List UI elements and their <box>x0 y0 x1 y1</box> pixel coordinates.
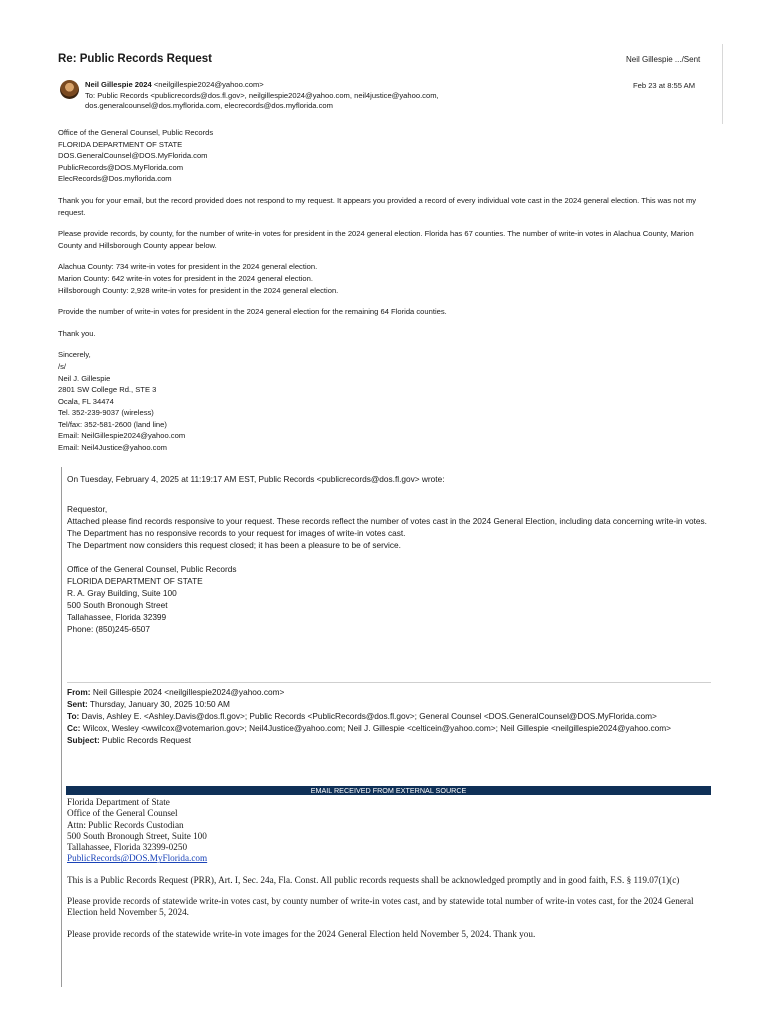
email-subject: Re: Public Records Request <box>58 53 213 65</box>
cc-value: Wilcox, Wesley <wwilcox@votemarion.gov>; Neil4Justice@yahoo.com; Neil J. Gillespie <celticein@yahoo.com>; Neil Gillespie <neilgillespie2024@yahoo.com> <box>82 723 671 733</box>
address-line: Tallahassee, Florida 32399-0250 <box>67 842 188 853</box>
address-line: PublicRecords@DOS.MyFlorida.com <box>58 162 184 172</box>
address-line: Phone: (850)245-6507 <box>67 624 151 634</box>
quote-paragraph: The Department now considers this request closed; it has been a pleasure to be of service. <box>67 540 401 550</box>
quote-address <box>67 563 712 635</box>
quoted-reply <box>67 473 712 647</box>
address-line: R. A. Gray Building, Suite 100 <box>67 588 177 598</box>
address-line: ElecRecords@Dos.myflorida.com <box>58 174 172 184</box>
signature-line: Sincerely, <box>58 350 91 360</box>
to-value: Davis, Ashley E. <Ashley.Davis@dos.fl.gov>; Public Records <PublicRecords@dos.fl.gov>; General Counsel <DOS.GeneralCounsel@DOS.MyFlorida.com> <box>81 711 657 721</box>
address-line: FLORIDA DEPARTMENT OF STATE <box>67 576 203 586</box>
address-line: 500 South Bronough Street, Suite 100 <box>67 830 207 841</box>
signature-line: Tel/fax: 352-581-2600 (land line) <box>58 419 167 429</box>
address-line: 500 South Bronough Street <box>67 600 168 610</box>
recipients-line-2: dos.generalcounsel@dos.myflorida.com, elecrecords@dos.myflorida.com <box>85 101 333 111</box>
sent-label: Sent: <box>67 699 88 709</box>
address-line: Office of the General Counsel, Public Records <box>67 564 237 574</box>
sender-avatar[interactable] <box>60 80 79 99</box>
address-line: DOS.GeneralCounsel@DOS.MyFlorida.com <box>58 151 208 161</box>
quote-body <box>67 503 712 551</box>
subject-label: Subject: <box>67 735 100 745</box>
sent-date: Feb 23 at 8:55 AM <box>633 81 696 90</box>
to-label: To: <box>67 711 80 721</box>
paragraph: Provide the number of write-in votes for president in the 2024 general election for the remaining 64 Florida counties. <box>58 307 447 317</box>
thanks-line: Thank you. <box>58 328 96 338</box>
sent-value: Thursday, January 30, 2025 10:50 AM <box>89 699 230 709</box>
original-message <box>67 797 712 950</box>
county-line: Marion County: 642 write-in votes for president in the 2024 general election. <box>58 273 313 283</box>
signature-line: Email: Neil4Justice@yahoo.com <box>58 443 168 453</box>
quoted-thread <box>61 467 712 987</box>
original-address <box>67 797 712 865</box>
paragraph: Please provide records, by county, for the number of write-in votes for president in the 2024 general election. Florida has 67 counties. The number of write-in votes in Alachua County, Marion County and Hillsborough County appear below. <box>58 229 694 250</box>
signature-line: /s/ <box>58 361 67 371</box>
county-line: Alachua County: 734 write-in votes for president in the 2024 general election. <box>58 262 318 272</box>
address-line: Office of the General Counsel <box>67 808 178 819</box>
pane-divider <box>722 44 723 124</box>
subject-value: Public Records Request <box>102 735 192 745</box>
address-line: Florida Department of State <box>67 797 170 807</box>
original-paragraph: Please provide records of the statewide write-in vote images for the 2024 General Election held November 5, 2024. Thank you. <box>67 928 536 939</box>
public-records-email-link[interactable]: PublicRecords@DOS.MyFlorida.com <box>67 853 208 864</box>
original-headers <box>67 686 712 746</box>
address-line: Office of the General Counsel, Public Records <box>58 128 214 137</box>
quote-paragraph: Attached please find records responsive to your request. These records reflect the number of votes cast in the 2024 General Election, including data concerning write-in votes. The Department has no responsive records to your request for images of write-in votes cast. <box>67 516 707 538</box>
cc-label: Cc: <box>67 723 81 733</box>
sender-email[interactable]: <neilgillespie2024@yahoo.com> <box>153 80 264 89</box>
signature-line: Tel. 352-239-9037 (wireless) <box>58 408 154 418</box>
original-paragraph: This is a Public Records Request (PRR), Art. I, Sec. 24a, Fla. Const. All public records requests shall be acknowledged promptly and in good faith, F.S. § 119.07(1)(c) <box>67 874 680 885</box>
message-body <box>58 127 698 454</box>
county-list <box>58 261 698 296</box>
recipient-address <box>58 127 698 185</box>
signature-line: Email: NeilGillespie2024@yahoo.com <box>58 431 186 441</box>
address-line: FLORIDA DEPARTMENT OF STATE <box>58 139 183 149</box>
greeting: Requestor, <box>67 504 108 514</box>
recipients-line-1: To: Public Records <publicrecords@dos.fl.gov>, neilgillespie2024@yahoo.com, neil4justice@yahoo.com, <box>85 90 439 100</box>
signature-line: 2801 SW College Rd., STE 3 <box>58 385 157 395</box>
signature-line: Ocala, FL 34474 <box>58 396 114 406</box>
folder-breadcrumb[interactable]: Neil Gillespie .../Sent <box>626 55 701 64</box>
signature-line: Neil J. Gillespie <box>58 373 111 383</box>
county-line: Hillsborough County: 2,928 write-in votes for president in the 2024 general election. <box>58 285 339 295</box>
header-divider <box>67 682 711 683</box>
from-value: Neil Gillespie 2024 <neilgillespie2024@yahoo.com> <box>92 687 285 697</box>
sender-block <box>85 80 625 112</box>
external-source-banner: EMAIL RECEIVED FROM EXTERNAL SOURCE <box>66 786 711 795</box>
paragraph: Thank you for your email, but the record provided does not respond to my request. It appears you provided a record of every individual vote cast in the 2024 general election. This was not my request. <box>58 195 697 217</box>
from-label: From: <box>67 687 91 697</box>
original-paragraph: Please provide records of statewide write-in votes cast, by county number of write-in votes cast, and by statewide total number of write-in votes cast, for the 2024 General Election held November 5, 2024. <box>67 896 694 918</box>
address-line: Attn: Public Records Custodian <box>67 819 184 830</box>
sender-name[interactable]: Neil Gillespie 2024 <box>85 80 152 89</box>
address-line: Tallahassee, Florida 32399 <box>67 612 167 622</box>
quote-intro: On Tuesday, February 4, 2025 at 11:19:17 AM EST, Public Records <publicrecords@dos.fl.gov> wrote: <box>67 474 445 484</box>
signature <box>58 349 698 453</box>
